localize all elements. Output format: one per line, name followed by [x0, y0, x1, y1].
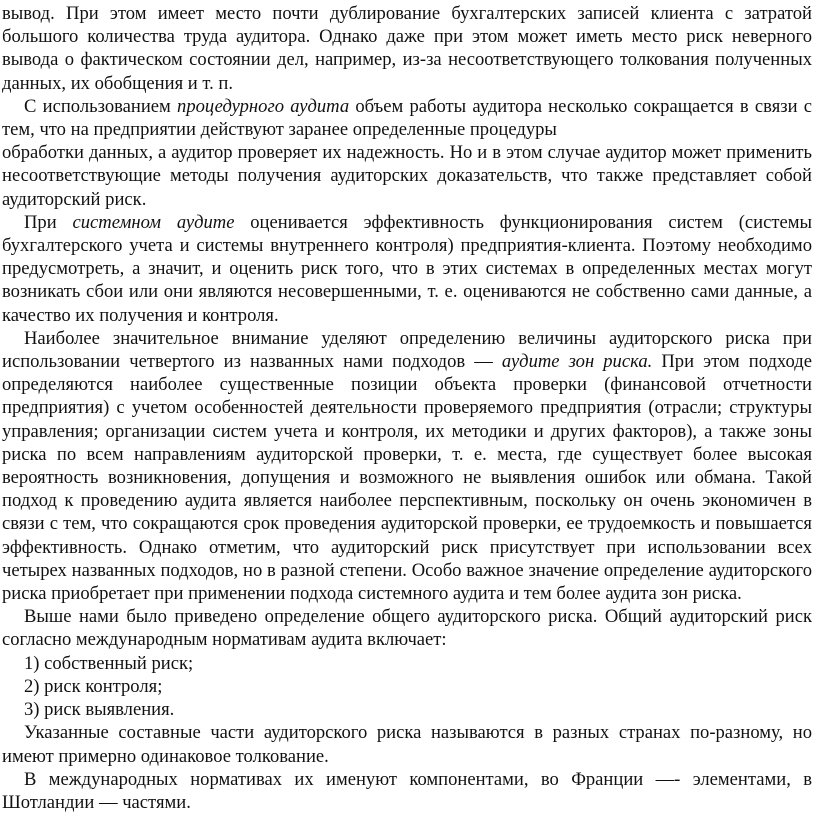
- paragraph-text: объем работы аудитора несколько сокращается в связи с тем, что на предприятии действуют заранее определенные процедуры: [2, 95, 813, 141]
- paragraph-procedural-audit: [2, 95, 812, 141]
- emphasis-term: процедурного аудита: [177, 95, 350, 117]
- emphasis-term: системном аудите: [72, 211, 235, 233]
- paragraph-general-risk: Выше нами было приведено определение общего аудиторского риска. Общий аудиторский риск согласно международным нормативам аудита включает:: [2, 606, 812, 651]
- paragraph-text: оценивается эффективность функционирования систем (системы бухгалтерского учета и системы внутреннего контроля) предприятия-клиента. Поэтому необходимо предусмотреть, а значит, и оценить риск того, что в этих системах в определенных местах могут возникать сбои или они являются несовершенными, т. е. оцениваются не собственно сами данные, а качество их получения и контроля.: [2, 211, 812, 326]
- paragraph-components: Указанные составные части аудиторского риска называются в разных странах по-разному, но имеют примерно одинаковое толкование.: [2, 722, 812, 767]
- paragraph-text: С использованием: [24, 95, 178, 117]
- paragraph-continuation: вывод. При этом имеет место почти дублирование бухгалтерских записей клиента с затратой большого количества труда аудитора. Однако даже при этом может иметь место риск неверного вывода о фактическом состоянии дел, например, из-за несоответствующего толкования полученных данных, их обобщения и т. п.: [2, 3, 812, 94]
- paragraph-naming: В международных нормативах их именуют компонентами, во Франции —- элементами, в Шотландии — частями.: [2, 768, 812, 813]
- list-item: 2) риск контроля;: [24, 675, 163, 697]
- paragraph-text: При этом подходе определяются наиболее существенные позиции объекта проверки (финансовой отчетности предприятия) с учетом особенностей деятельности проверяемого предприятия (отрасли; структуры управления; организации систем учета и контроля, их методики и других факторов), а также зоны риска по всем направлениям аудиторской проверки, т. е. места, где существует более высокая вероятность возникновения, допущения и возможного не выявления ошибок или обмана. Такой подход к проведению аудита является наиболее перспективным, поскольку он очень экономичен в связи с тем, что сокращаются срок проведения аудиторской проверки, ее трудоемкость и повышается эффективность. Однако отметим, что аудиторский риск присутствует при использовании всех четырех названных подходов, но в разной степени. Особо важное значение определение аудиторского риска приобретает при применении подхода системного аудита и тем более аудита зон риска.: [2, 351, 812, 605]
- paragraph-risk-zone-audit: [2, 327, 812, 605]
- list-item: 3) риск выявления.: [24, 699, 175, 721]
- paragraph-text: При: [24, 211, 73, 233]
- emphasis-term: аудите зон риска.: [501, 351, 653, 373]
- paragraph-text: Наиболее значительное внимание уделяют определению величины аудиторского риска при использовании четвертого из названных нами подходов —: [2, 327, 812, 373]
- paragraph-system-audit: [2, 211, 812, 327]
- paragraph-data-processing: обработки данных, а аудитор проверяет их надежность. Но и в этом случае аудитор может применить несоответствующие методы получения аудиторских доказательств, что также представляет собой аудиторский риск.: [2, 142, 812, 210]
- list-item: 1) собственный риск;: [24, 652, 194, 674]
